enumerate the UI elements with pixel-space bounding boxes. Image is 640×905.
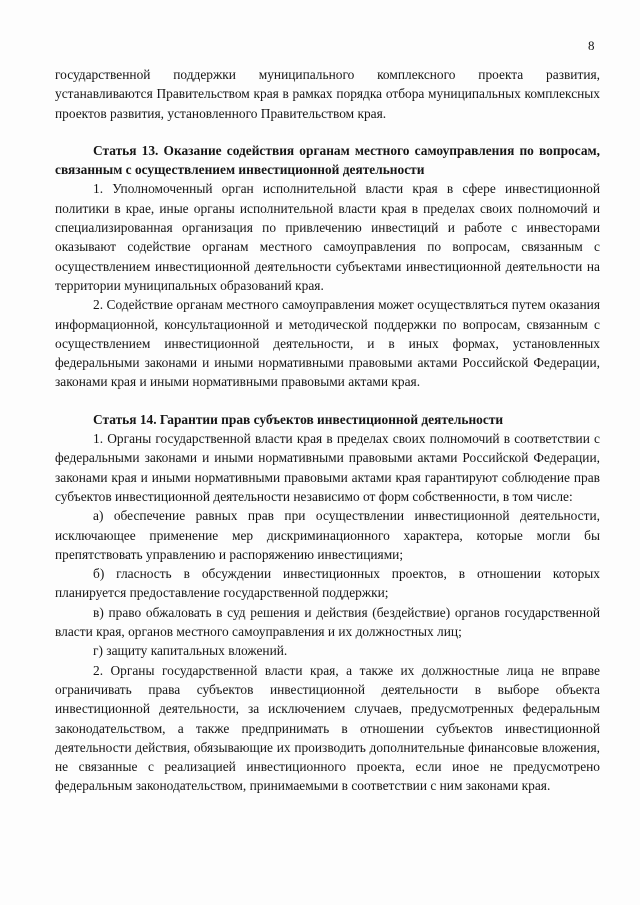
article-14-item-a: а) обеспечение равных прав при осуществлении инвестиционной деятельности, исключающее применение мер дискриминационного характера, которые могли бы препятствовать управлению и распоряжению инвестициями; bbox=[55, 508, 600, 562]
intro-paragraph: государственной поддержки муниципального комплексного проекта развития, устанавливаются Правительством края в рамках порядка отбора муниципальных комплексных проектов развития, установленного Правительством края. bbox=[55, 67, 600, 121]
article-14-paragraph-1: 1. Органы государственной власти края в пределах своих полномочий в соответствии с федеральными законами и иными нормативными правовыми актами Российской Федерации, законами края и иными нормативными правовыми актами края гарантируют соблюдение прав субъектов инвестиционной деятельности независимо от форм собственности, в том числе: bbox=[55, 431, 600, 504]
article-13-paragraph-2: 2. Содействие органам местного самоуправления может осуществляться путем оказания информационной, консультационной и методической поддержки по вопросам, связанным с осуществлением инвестиционной деятельности, и в иных формах, установленных федеральными законами и иными нормативными правовыми актами Российской Федерации, законами края и иными нормативными правовыми актами края. bbox=[55, 297, 600, 390]
article-14-item-v: в) право обжаловать в суд решения и действия (бездействие) органов государственной власти края, органов местного самоуправления и их должностных лиц; bbox=[55, 604, 600, 640]
article-14-item-b: б) гласность в обсуждении инвестиционных проектов, в отношении которых планируется предоставление государственной поддержки; bbox=[55, 566, 600, 601]
page-number: 8 bbox=[588, 38, 595, 53]
article-14-heading: Статья 14. Гарантии прав субъектов инвестиционной деятельности bbox=[93, 411, 504, 427]
document-body bbox=[55, 65, 600, 796]
article-13-heading: Статья 13. Оказание содействия органам местного самоуправления по вопросам, связанным с осуществлением инвестиционной деятельности bbox=[55, 142, 600, 178]
article-14-paragraph-2: 2. Органы государственной власти края, а также их должностные лица не вправе ограничивать права субъектов инвестиционной деятельности в выборе объекта инвестиционной деятельности, за исключением случаев, предусмотренных федеральным законодательством, а также предпринимать в отношении субъектов инвестиционной деятельности действия, обязывающие их производить дополнительные финансовые вложения, не связанные с реализацией инвестиционного проекта, если иное не предусмотрено федеральным законодательством, принимаемыми в соответствии с ним законами края. bbox=[55, 662, 600, 794]
article-13-paragraph-1: 1. Уполномоченный орган исполнительной власти края в сфере инвестиционной политики в крае, иные органы исполнительной власти края в пределах своих полномочий и специализированная организация по привлечению инвестиций и работе с инвесторами оказывают содействие органам местного самоуправления по вопросам, связанным с осуществлением инвестиционной деятельности субъектами инвестиционной деятельности на территории муниципальных образований края. bbox=[55, 181, 600, 293]
article-14-item-g: г) защиту капитальных вложений. bbox=[93, 643, 288, 659]
